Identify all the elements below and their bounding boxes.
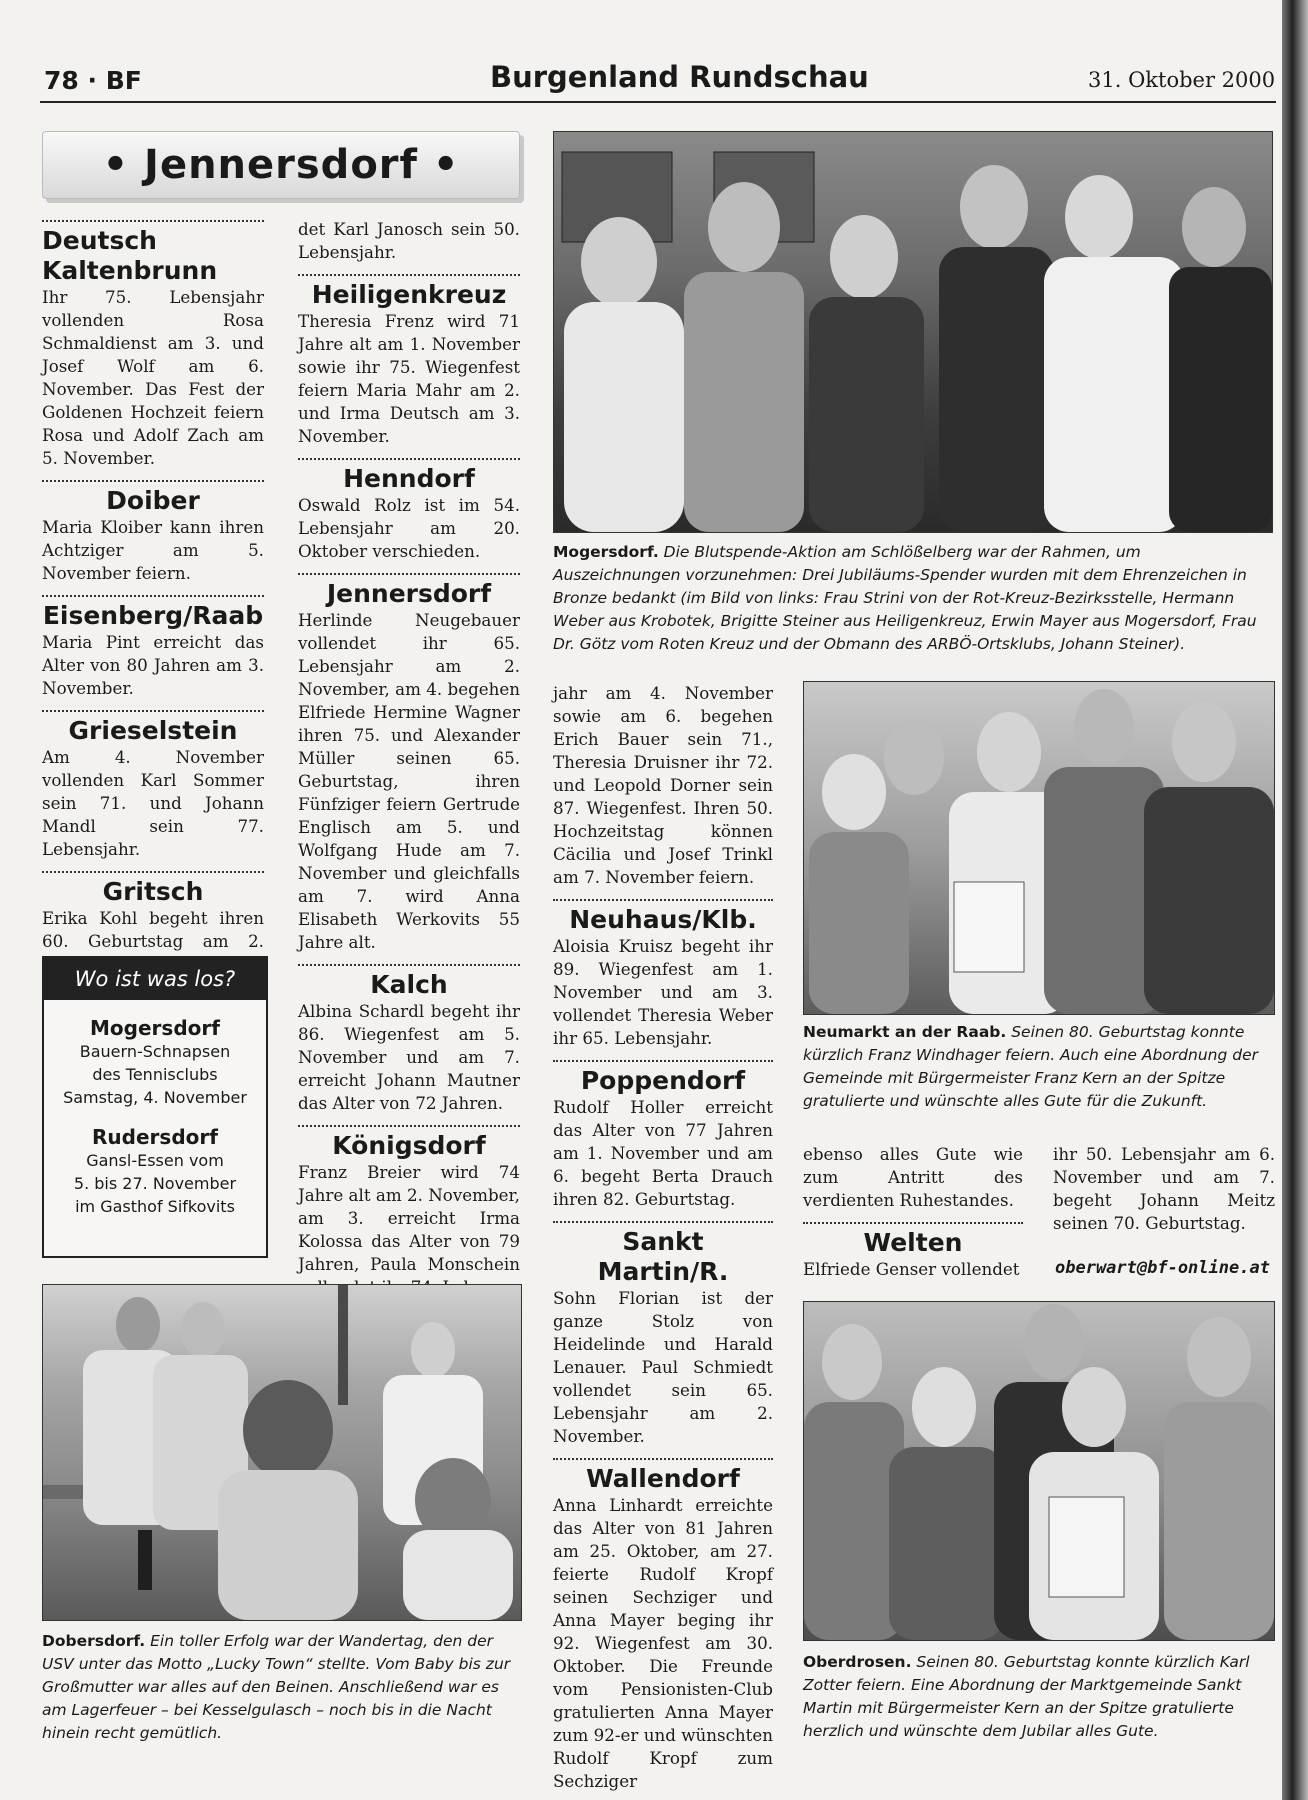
photo-neumarkt — [803, 681, 1275, 1015]
notice-text: Sohn Florian ist der ganze Stolz von Heidelinde und Harald Lenauer. Paul Schmiedt vollendet sein 65. Lebensjahr am 2. November. — [553, 1288, 773, 1446]
caption-lead: Neumarkt an der Raab. — [803, 1023, 1007, 1041]
notice-text: Ihr 75. Lebensjahr vollenden Rosa Schmaldienst am 3. und Josef Wolf am 6. November. Das Fest der Goldenen Hochzeit feiern Rosa und Adolf Zach am 5. November. — [42, 287, 264, 468]
place-heading: Doiber — [106, 486, 200, 515]
dotted-separator — [553, 1221, 773, 1223]
dotted-separator — [553, 1458, 773, 1460]
notice-text: Maria Pint erreicht das Alter von 80 Jahren am 3. November. — [42, 632, 264, 698]
notice-text: Theresia Frenz wird 71 Jahre alt am 1. November sowie ihr 75. Wiegenfest feiern Maria Mahr am 2. und Irma Deutsch am 3. November. — [298, 311, 520, 446]
notice-text: Herlinde Neugebauer vollendet ihr 65. Lebensjahr am 2. November, am 4. begehen Elfriede Hermine Wagner ihren 75. und Alexander Müller seinen 65. Geburtstag, ihren Fünfziger feiern Gertrude Englisch am 5. und Wolfgang Hude am 7. November und gleichfalls am 7. wird Anna Elisabeth Werkovits 55 Jahre alt. — [298, 610, 520, 952]
place-heading: Jennersdorf — [326, 579, 492, 608]
dotted-separator — [298, 573, 520, 575]
photo-mogersdorf — [553, 131, 1273, 533]
dotted-separator — [553, 1060, 773, 1062]
place-heading: Neuhaus/Klb. — [569, 905, 757, 934]
column-1 — [42, 220, 264, 999]
place-heading: Henndorf — [343, 464, 475, 493]
place-heading: Heiligenkreuz — [311, 280, 507, 309]
caption-lead: Mogersdorf. — [553, 543, 659, 561]
scan-edge-shadow — [1282, 0, 1308, 1800]
header-rule — [40, 101, 1276, 103]
notice-text: Franz Breier wird 74 Jahre alt am 2. November, am 3. erreicht Irma Kolossa das Alter von 79 Jahren, Paula Monschein — [298, 1162, 520, 1274]
caption-text: Seinen 80. Geburtstag konnte kürzlich Karl Zotter feiern. Eine Abordnung der Marktgemeinde Sankt Martin mit Bürgermeister Kern an der Spitze gratulierte herzlich und wünschte dem Jubilar alles Gute. — [803, 1653, 1250, 1740]
caption-text: Ein toller Erfolg war der Wandertag, den der USV unter das Motto „Lucky Town“ stellte. Vom Baby bis zur Großmutter war alles auf den Beinen. Anschließend war es am Lagerfeuer – bei Kesselgulasch – noch bis in die Nacht hinein recht gemütlich. — [42, 1632, 511, 1742]
dotted-separator — [298, 964, 520, 966]
caption-neumarkt — [803, 1021, 1278, 1113]
notice-text: Am 4. November vollenden Karl Sommer sein 71. und Johann Mandl sein 77. Lebensjahr. — [42, 747, 264, 859]
dotted-separator — [42, 595, 264, 597]
place-heading: Eisenberg/Raab — [42, 601, 264, 630]
column-5 — [1053, 1143, 1275, 1235]
place-heading: Gritsch — [102, 877, 204, 906]
dotted-separator — [803, 1222, 1023, 1224]
notice-text: Aloisia Kruisz begeht ihr 89. Wiegenfest am 1. November und am 3. vollendet Theresia Weber ihr 65. Lebensjahr. — [553, 936, 773, 1048]
dotted-separator — [553, 899, 773, 901]
event-line: Bauern-Schnapsen — [79, 1042, 231, 1061]
caption-text: Die Blutspende-Aktion am Schlößelberg war der Rahmen, um Auszeichnungen vorzunehmen: Drei Jubiläums-Spender wurden mit dem Ehrenzeichen in Bronze bedankt (im Bild von links: Frau Strini von der Rot-Kreuz-Bezirksstelle, Hermann Weber aus Krobotek, Brigitte Steiner aus Heiligenkreuz, Erwin Mayer aus Mogersdorf, Frau Dr. Götz vom Roten Kreuz und der Obmann des ARBÖ-Ortsklubs, Johann Steiner). — [553, 543, 1257, 653]
event-line: Samstag, 4. November — [63, 1088, 247, 1107]
dotted-separator — [42, 710, 264, 712]
notice-text: jahr am 4. November sowie am 6. begehen Erich Bauer sein 71., Theresia Druisner ihr 72. und Leopold Dorner sein 87. Wiegenfest. Ihren 50. Hochzeitstag können Cäcilia und Josef Trinkl am 7. November feiern. — [553, 683, 773, 887]
place-heading: Sankt Martin/R. — [597, 1227, 729, 1286]
notice-text: Anna Linhardt erreichte das Alter von 81 Jahren am 25. Oktober, am 27. feierte Rudolf Kropf seinen Sechziger und Anna Mayer beging ihr 92. Wiegenfest am 30. Oktober. Die Freunde vom Pensionisten-Club gratulierten Anna Mayer zum 92-er und wünschten Rudolf Kropf zum Sechziger — [553, 1495, 773, 1791]
notice-text: Elfriede Genser vollendet — [803, 1259, 1020, 1279]
caption-lead: Oberdrosen. — [803, 1653, 912, 1671]
notice-text: Rudolf Holler erreicht das Alter von 77 Jahren am 1. November und am 6. begeht Berta Drauch ihren 82. Geburtstag. — [553, 1097, 773, 1209]
notice-text: Maria Kloiber kann ihren Achtziger am 5. November feiern. — [42, 517, 264, 583]
contact-email[interactable]: oberwart@bf-online.at — [1055, 1258, 1270, 1278]
notice-text: Oswald Rolz ist im 54. Lebensjahr am 20. Oktober verschieden. — [298, 495, 520, 561]
dotted-separator — [298, 458, 520, 460]
caption-dobersdorf — [42, 1630, 522, 1745]
column-2 — [298, 218, 520, 1299]
event-line: 5. bis 27. November — [73, 1174, 237, 1193]
column-3 — [553, 682, 773, 1793]
dotted-separator — [42, 871, 264, 873]
caption-oberdrosen — [803, 1651, 1278, 1743]
group-photo-silhouettes — [804, 682, 1274, 1014]
page-number: 78 · BF — [44, 66, 142, 95]
photo-oberdrosen — [803, 1301, 1275, 1641]
event-line: im Gasthof Sifkovits — [75, 1197, 235, 1216]
dotted-separator — [298, 274, 520, 276]
group-photo-silhouettes — [804, 1302, 1274, 1640]
dotted-separator — [42, 220, 264, 222]
dotted-separator — [298, 1125, 520, 1127]
place-heading: Grieselstein — [68, 716, 238, 745]
place-heading: Welten — [863, 1228, 963, 1257]
notice-text: Albina Schardl begeht ihr 86. Wiegenfest am 5. November und am 7. erreicht Johann Mautner das Alter von 72 Jahren. — [298, 1001, 520, 1113]
place-heading: Wallendorf — [586, 1464, 740, 1493]
masthead: Burgenland Rundschau — [490, 60, 869, 94]
caption-text: Seinen 80. Geburtstag konnte kürzlich Franz Windhager feiern. Auch eine Abordnung der Gemeinde mit Bürgermeister Franz Kern an der Spitze gratulierte und wünschte alles Gute für die Zukunft. — [803, 1023, 1258, 1110]
photo-dobersdorf — [42, 1284, 522, 1621]
event-photo-silhouettes — [43, 1285, 521, 1620]
place-heading: Kalch — [370, 970, 448, 999]
dotted-separator — [42, 480, 264, 482]
issue-date: 31. Oktober 2000 — [1088, 68, 1276, 92]
event-line: Gansl-Essen vom — [86, 1151, 224, 1170]
event-place: Rudersdorf — [92, 1125, 218, 1149]
events-box — [42, 956, 268, 1258]
section-banner: • Jennersdorf • — [42, 131, 520, 199]
notice-text: ebenso alles Gute wie zum Antritt des verdienten Ruhestandes. — [803, 1144, 1023, 1210]
notice-text: Erika Kohl begeht ihren 60. Geburtstag am 2. — [42, 908, 264, 951]
place-heading: Deutsch Kaltenbrunn — [42, 226, 218, 285]
events-box-title: Wo ist was los? — [44, 958, 266, 1000]
notice-text: det Karl Janosch sein 50. Lebensjahr. — [298, 219, 520, 262]
event-place: Mogersdorf — [90, 1016, 220, 1040]
event-line: des Tennisclubs — [92, 1065, 218, 1084]
caption-lead: Dobersdorf. — [42, 1632, 146, 1650]
notice-text: ihr 50. Lebensjahr am 6. November und am 7. begeht Johann Meitz seinen 70. Geburtstag. — [1053, 1144, 1275, 1233]
caption-mogersdorf — [553, 541, 1273, 656]
column-4 — [803, 1143, 1023, 1281]
group-photo-silhouettes — [554, 132, 1272, 532]
place-heading: Poppendorf — [580, 1066, 746, 1095]
place-heading: Königsdorf — [332, 1131, 486, 1160]
